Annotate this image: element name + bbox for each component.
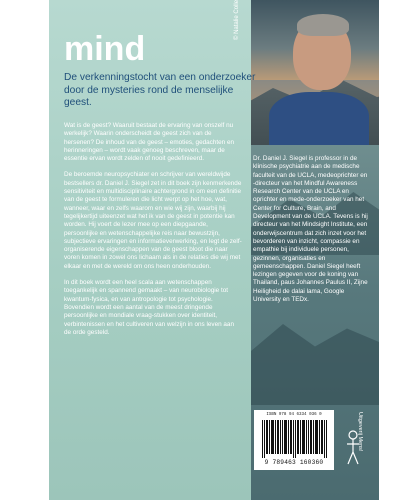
- isbn-label: ISBN 978 94 6334 036 0: [266, 413, 322, 417]
- author-bio: Dr. Daniel J. Siegel is professor in de klinische psychiatrie aan de medische faculteit van de UCLA, medeoprichter en -directeur van het Mindful Awareness Research Center van de UCLA en oprichter en mede-onderzoeker van het Center for Culture, Brain, and Development van de UCLA. Tevens is hij directeur van het Mindsight Institute, een onderwijscentrum dat zich inzet voor het bevorderen van inzicht, compassie en empathie bij individuele personen, gezinnen, organisaties en gemeenschappen. Daniel Siegel heeft lezingen gegeven voor de koning van Thailand, paus Johannes Paulus II, Zijne Heiligheid de dalai lama, Google University en TEDx.: [253, 155, 368, 304]
- publisher-figure-icon: [343, 430, 363, 466]
- publisher-logo: [341, 412, 371, 472]
- barcode-bars: [262, 420, 328, 458]
- blurb-column: [64, 122, 242, 345]
- blurb-paragraph: In dit boek wordt een heel scala aan wetenschappen toegankelijk en spannend gemaakt – van neurobiologie tot kwantum-fysica, en van antropologie tot psychologie. Bovendien wordt een aantal van de meest dringende persoonlijke en mondiale vraag-stukken over identiteit, verbintenissen en het cultiveren van welzijn in ons leven aan de orde gesteld.: [64, 279, 234, 336]
- book-title: mind: [64, 30, 146, 68]
- blurb-paragraph: Wat is de geest? Waaruit bestaat de ervaring van onszelf nu werkelijk? Waarin onderscheidt de geest zich van de hersenen? De inhoud van de geest – emoties, gedachten en herinneringen – wordt vaak genoeg beschreven, maar de essentie ervan wordt zelden of nooit gedefinieerd.: [64, 122, 234, 163]
- blurb-paragraph: De beroemde neuropsychiater en schrijver van wereldwijde bestsellers dr. Daniel J. Siegel zet in dit boek zijn kenmerkende sensitiviteit en multidisciplinaire achtergrond in om een definitie van de geest te formuleren die licht werpt op het hoe, wat, wanneer, waar en zelfs waarom en wie wij zijn, waarbij hij tegelijkertijd uiteenzet wat het ik van de geest in potentie kan worden. Hij voert de lezer mee op een diepgaande, persoonlijke en wetenschappelijke reis naar bewustzijn, subjectieve ervaringen en informatieverwerking, en legt de zelf-organiserende eigenschappen van de geest bloot die naar voren komen in zowel ons lichaam als in de relaties die wij met elkaar en met de wereld om ons heen onderhouden.: [64, 171, 242, 270]
- publisher-name: Uitgeverij Mens!: [357, 412, 363, 452]
- tagline: De verkenningstocht van een onderzoeker door de mysteries rond de menselijke geest.: [64, 72, 256, 108]
- photo-credit: © Natalie Colle: [234, 0, 240, 40]
- barcode-digits: 9 789463 160360: [264, 459, 324, 466]
- book-back-cover: [49, 0, 379, 500]
- author-photo: [251, 0, 379, 145]
- barcode: [254, 410, 334, 470]
